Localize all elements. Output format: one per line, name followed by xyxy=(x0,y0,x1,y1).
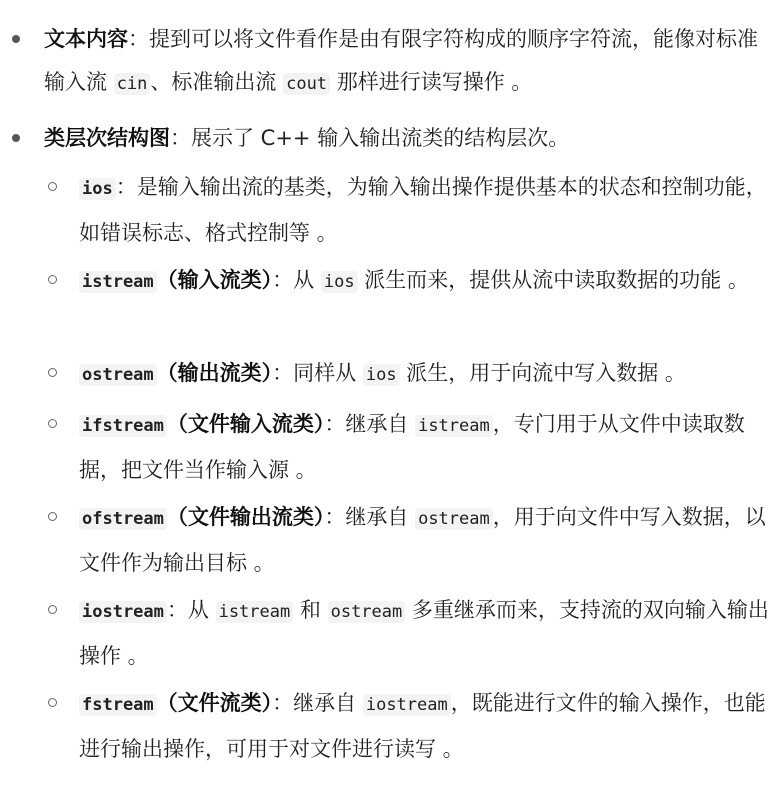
item-text: 从 xyxy=(187,598,216,622)
inline-code: ostream xyxy=(415,508,493,530)
separator: ： xyxy=(128,27,149,51)
inline-code: ios xyxy=(321,271,358,293)
separator: ： xyxy=(272,691,294,715)
bullet-circle-icon xyxy=(48,275,57,284)
inline-code: cin xyxy=(114,73,151,95)
item-text: 那样进行读写操作 。 xyxy=(330,70,533,94)
item-text: 派生，用于向流中写入数据 。 xyxy=(399,361,686,385)
sub-item-ostream xyxy=(79,351,779,397)
item-text: 提到可以将文件看作是由有限字符构成的顺序字符流，能像对标准输入流 xyxy=(44,27,758,94)
bullet-disc-icon xyxy=(12,134,20,142)
separator: ： xyxy=(272,361,294,385)
item-text: 展示了 C++ 输入输出流类的结构层次。 xyxy=(191,126,570,150)
sub-item-ios xyxy=(79,165,779,255)
inline-code: cout xyxy=(283,73,330,95)
bullet-circle-icon xyxy=(48,419,57,428)
item-text: ，专门用于从文件中读取数据，把文件当作输入源 。 xyxy=(79,412,745,482)
separator: ： xyxy=(115,175,137,199)
item-text: 是输入输出流的基类，为输入输出操作提供基本的状态和控制功能，如错误标志、格式控制等 。 xyxy=(79,175,767,245)
class-name-code: ifstream xyxy=(79,415,167,437)
sub-item-iostream xyxy=(79,588,779,678)
class-name-code: ostream xyxy=(79,364,157,386)
separator: ： xyxy=(324,505,346,529)
separator: ： xyxy=(170,126,191,150)
class-name-code: istream xyxy=(79,271,157,293)
item-text: ，既能进行文件的输入操作，也能进行输出操作，可用于对文件进行读写 。 xyxy=(79,691,766,761)
sub-item-ofstream xyxy=(79,495,779,585)
separator: ： xyxy=(272,268,294,292)
item-text: 继承自 xyxy=(293,691,363,715)
bullet-circle-icon xyxy=(48,605,57,614)
inline-code: iostream xyxy=(363,694,451,716)
inline-code: ios xyxy=(363,364,400,386)
class-label: （文件输入流类） xyxy=(166,412,325,436)
list-item-class-hierarchy xyxy=(44,117,778,160)
item-text: 、标准输出流 xyxy=(150,70,284,94)
item-text: 从 xyxy=(293,268,321,292)
list-item-text-content xyxy=(44,18,778,106)
item-text: 派生而来，提供从流中读取数据的功能 。 xyxy=(357,268,749,292)
item-text: 和 xyxy=(293,598,328,622)
sub-item-istream xyxy=(79,258,779,304)
class-name-code: fstream xyxy=(79,694,157,716)
bullet-circle-icon xyxy=(48,368,57,377)
item-text: ，用于向文件中写入数据，以文件作为输出目标 。 xyxy=(79,505,766,575)
separator: ： xyxy=(166,598,188,622)
inline-code: ostream xyxy=(328,601,406,623)
class-label: （文件输出流类） xyxy=(166,505,325,529)
item-text: 继承自 xyxy=(345,505,416,529)
class-label: （输出流类） xyxy=(156,361,273,385)
separator: ： xyxy=(324,412,346,436)
sub-item-ifstream xyxy=(79,402,779,492)
sub-item-fstream xyxy=(79,681,779,771)
class-name-code: iostream xyxy=(79,601,167,623)
bullet-circle-icon xyxy=(48,512,57,521)
class-name-code: ios xyxy=(79,178,116,200)
class-label: （文件流类） xyxy=(156,691,273,715)
item-text: 继承自 xyxy=(345,412,416,436)
term-label: 文本内容 xyxy=(44,27,128,51)
bullet-disc-icon xyxy=(12,35,20,43)
inline-code: istream xyxy=(216,601,294,623)
term-label: 类层次结构图 xyxy=(44,126,170,150)
item-text: 多重继承而来，支持流的双向输入输出操作 。 xyxy=(79,598,769,668)
bullet-circle-icon xyxy=(48,182,57,191)
class-name-code: ofstream xyxy=(79,508,167,530)
inline-code: istream xyxy=(415,415,493,437)
bullet-circle-icon xyxy=(48,698,57,707)
class-label: （输入流类） xyxy=(156,268,273,292)
item-text: 同样从 xyxy=(293,361,363,385)
